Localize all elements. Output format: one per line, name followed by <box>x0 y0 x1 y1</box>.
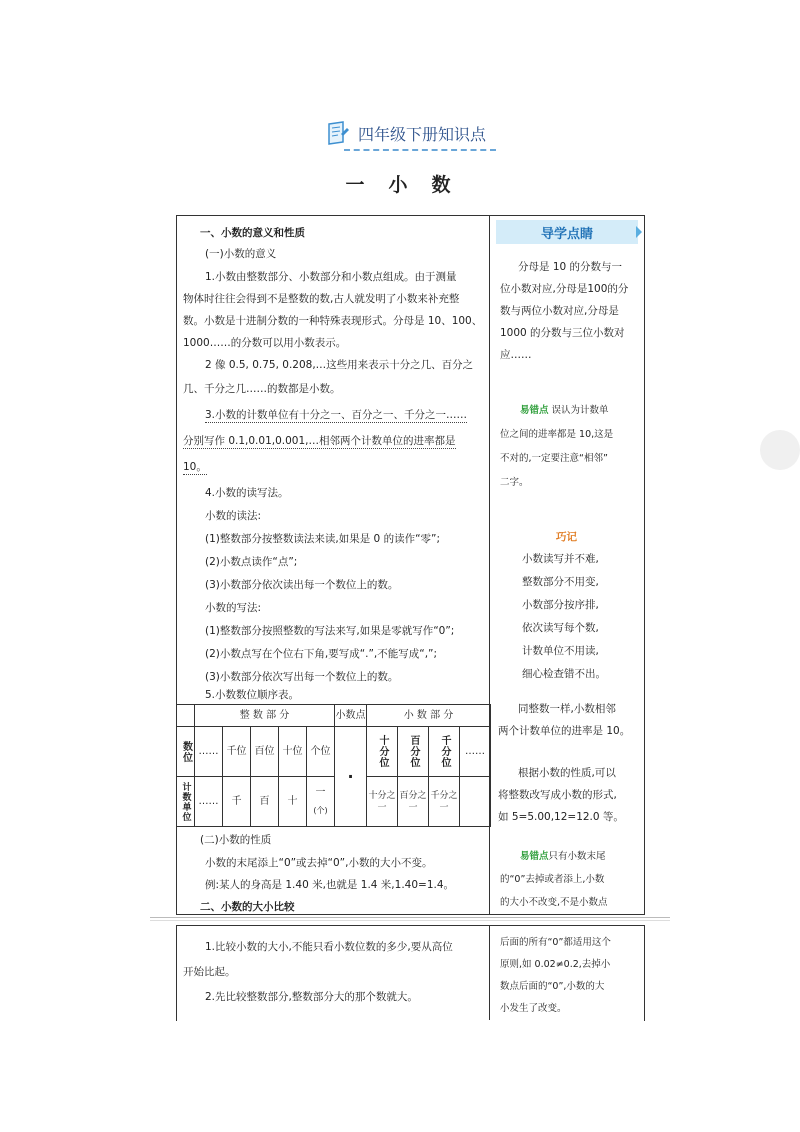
paragraph-line: 1000……的分数可以用小数表示。 <box>183 337 347 349</box>
table-cell: 千分之一 <box>429 777 460 827</box>
list-item: (1)整数部分按整数读法来读,如果是 0 的读作“零”; <box>205 533 440 545</box>
paragraph-line: 2.先比较整数部分,整数部分大的那个数就大。 <box>205 991 418 1003</box>
note-line: 将整数改写成小数的形式, <box>498 789 617 801</box>
paragraph-line: 数。小数是十进制分数的一种特殊表现形式。分母是 10、100、 <box>183 315 483 327</box>
error-note-line: 的大小不改变,不是小数点 <box>500 897 608 908</box>
paragraph-heading: 小数的写法: <box>205 602 262 614</box>
error-note-line: 二字。 <box>500 477 529 488</box>
list-item: (2)小数点写在个位右下角,要写成“.”,不能写成“,”; <box>205 648 438 660</box>
table-cell: 百 <box>251 777 279 827</box>
place-value-table <box>176 704 491 827</box>
table-cell: 百分之一 <box>398 777 429 827</box>
error-note-line: 位之间的进率都是 10,这是 <box>500 429 614 440</box>
mnemonic-line: 小数读写并不难, <box>522 553 599 565</box>
paragraph-heading: 4.小数的读写法。 <box>205 487 289 499</box>
table-cell: 千位 <box>223 727 251 777</box>
row-label: 数位 <box>177 727 195 777</box>
table-cell: 百分位 <box>398 727 429 777</box>
paragraph-line: 物体时往往会得到不是整数的数,古人就发明了小数来补充整 <box>183 293 460 305</box>
error-note-line: 的“0”去掉或者添上,小数 <box>500 874 605 885</box>
page-break-line <box>150 920 670 921</box>
unit-one-note: (个) <box>313 805 328 815</box>
decimal-part-header: 小 数 部 分 <box>367 705 491 727</box>
table-cell <box>307 777 335 827</box>
note-line: 如 5=5.00,12=12.0 等。 <box>498 811 624 823</box>
guide-line: 位小数对应,分母是100的分 <box>500 283 629 295</box>
table-cell: 十分之一 <box>367 777 398 827</box>
table-cell: 百位 <box>251 727 279 777</box>
page-header-title: 四年级下册知识点 <box>358 124 487 144</box>
paragraph-heading: 小数的读法: <box>205 510 262 522</box>
unit-one: 一 <box>315 786 326 798</box>
list-item: (3)小数部分依次写出每一个数位上的数。 <box>205 671 399 683</box>
decimal-point-cell: · <box>335 727 367 827</box>
guide-line: 分母是 10 的分数与一 <box>518 261 623 273</box>
decimal-point-header: 小数点 <box>335 705 367 727</box>
paragraph-line: 3.小数的计数单位有十分之一、百分之一、千分之一…… <box>205 409 468 421</box>
table-cell: 千分位 <box>429 727 460 777</box>
section-heading: 二、小数的大小比较 <box>200 901 295 913</box>
error-note-first: 易错点 误认为计数单 <box>520 405 609 416</box>
subsection-heading: (一)小数的意义 <box>205 248 277 260</box>
guide-line: 数与两位小数对应,分母是 <box>500 305 619 317</box>
paragraph-line: 10。 <box>183 461 207 473</box>
error-note-line: 数点后面的“0”,小数的大 <box>500 981 605 992</box>
table-cell: …… <box>460 727 491 777</box>
mnemonic-line: 小数部分按序排, <box>522 599 599 611</box>
mnemonic-line: 整数部分不用变, <box>522 576 599 588</box>
error-note-first: 易错点只有小数末尾 <box>520 851 606 862</box>
table-cell: 十分位 <box>367 727 398 777</box>
row-label: 计数单位 <box>177 777 195 827</box>
note-line: 同整数一样,小数相邻 <box>518 703 616 715</box>
paragraph-line: 例:某人的身高是 1.40 米,也就是 1.4 米,1.40=1.4。 <box>205 879 455 891</box>
paragraph-line: 几、千分之几……的数都是小数。 <box>183 383 341 395</box>
paragraph-line: 分别写作 0.1,0.01,0.001,…相邻两个计数单位的进率都是 <box>183 435 456 447</box>
error-note-line: 原则,如 0.02≠0.2,去掉小 <box>500 959 611 970</box>
note-line: 两个计数单位的进率是 10。 <box>498 725 631 737</box>
page-break-line <box>150 917 670 918</box>
mnemonic-line: 计数单位不用读, <box>522 645 599 657</box>
paragraph-line: 开始比起。 <box>183 966 236 978</box>
list-item: (1)整数部分按照整数的写法来写,如果是零就写作“0”; <box>205 625 455 637</box>
mnemonic-line: 依次读写每个数, <box>522 622 599 634</box>
mnemonic-line: 细心检查错不出。 <box>522 668 606 680</box>
list-item: (3)小数部分依次读出每一个数位上的数。 <box>205 579 399 591</box>
section-heading: 一、小数的意义和性质 <box>200 227 305 239</box>
sidebar-heading: 导学点睛 <box>496 220 638 244</box>
paragraph-line: 1.小数由整数部分、小数部分和小数点组成。由于测量 <box>205 271 457 283</box>
paragraph-line: 2 像 0.5, 0.75, 0.208,…这些用来表示十分之几、百分之 <box>205 359 474 371</box>
paragraph-line: 1.比较小数的大小,不能只看小数位数的多少,要从高位 <box>205 941 453 953</box>
table-cell: 千 <box>223 777 251 827</box>
paragraph-line: 小数的末尾添上“0”或去掉“0”,小数的大小不变。 <box>205 857 433 869</box>
column-divider <box>489 925 490 1020</box>
table-cell: …… <box>195 777 223 827</box>
error-note-line: 小发生了改变。 <box>500 1003 567 1014</box>
list-item: (2)小数点读作“点”; <box>205 556 298 568</box>
paragraph-heading: 5.小数数位顺序表。 <box>205 689 300 701</box>
table-cell: 十位 <box>279 727 307 777</box>
header-divider <box>344 149 496 151</box>
guide-line: 1000 的分数与三位小数对 <box>500 327 625 339</box>
table-cell: 个位 <box>307 727 335 777</box>
table-cell: …… <box>195 727 223 777</box>
header-badge <box>326 118 486 148</box>
subsection-heading: (二)小数的性质 <box>200 834 272 846</box>
table-cell: 十 <box>279 777 307 827</box>
error-note-line: 不对的,一定要注意“相邻” <box>500 453 608 464</box>
note-line: 根据小数的性质,可以 <box>518 767 616 779</box>
integer-part-header: 整 数 部 分 <box>195 705 335 727</box>
page-edge-handle <box>760 430 800 470</box>
book-icon <box>326 120 350 146</box>
mnemonic-title: 巧记 <box>556 531 577 543</box>
guide-line: 应…… <box>500 349 532 361</box>
error-tag: 易错点 <box>520 851 549 862</box>
error-tag: 易错点 <box>520 405 549 416</box>
chapter-title: 一 小 数 <box>345 174 455 196</box>
error-note-line: 后面的所有“0”都适用这个 <box>500 937 611 948</box>
